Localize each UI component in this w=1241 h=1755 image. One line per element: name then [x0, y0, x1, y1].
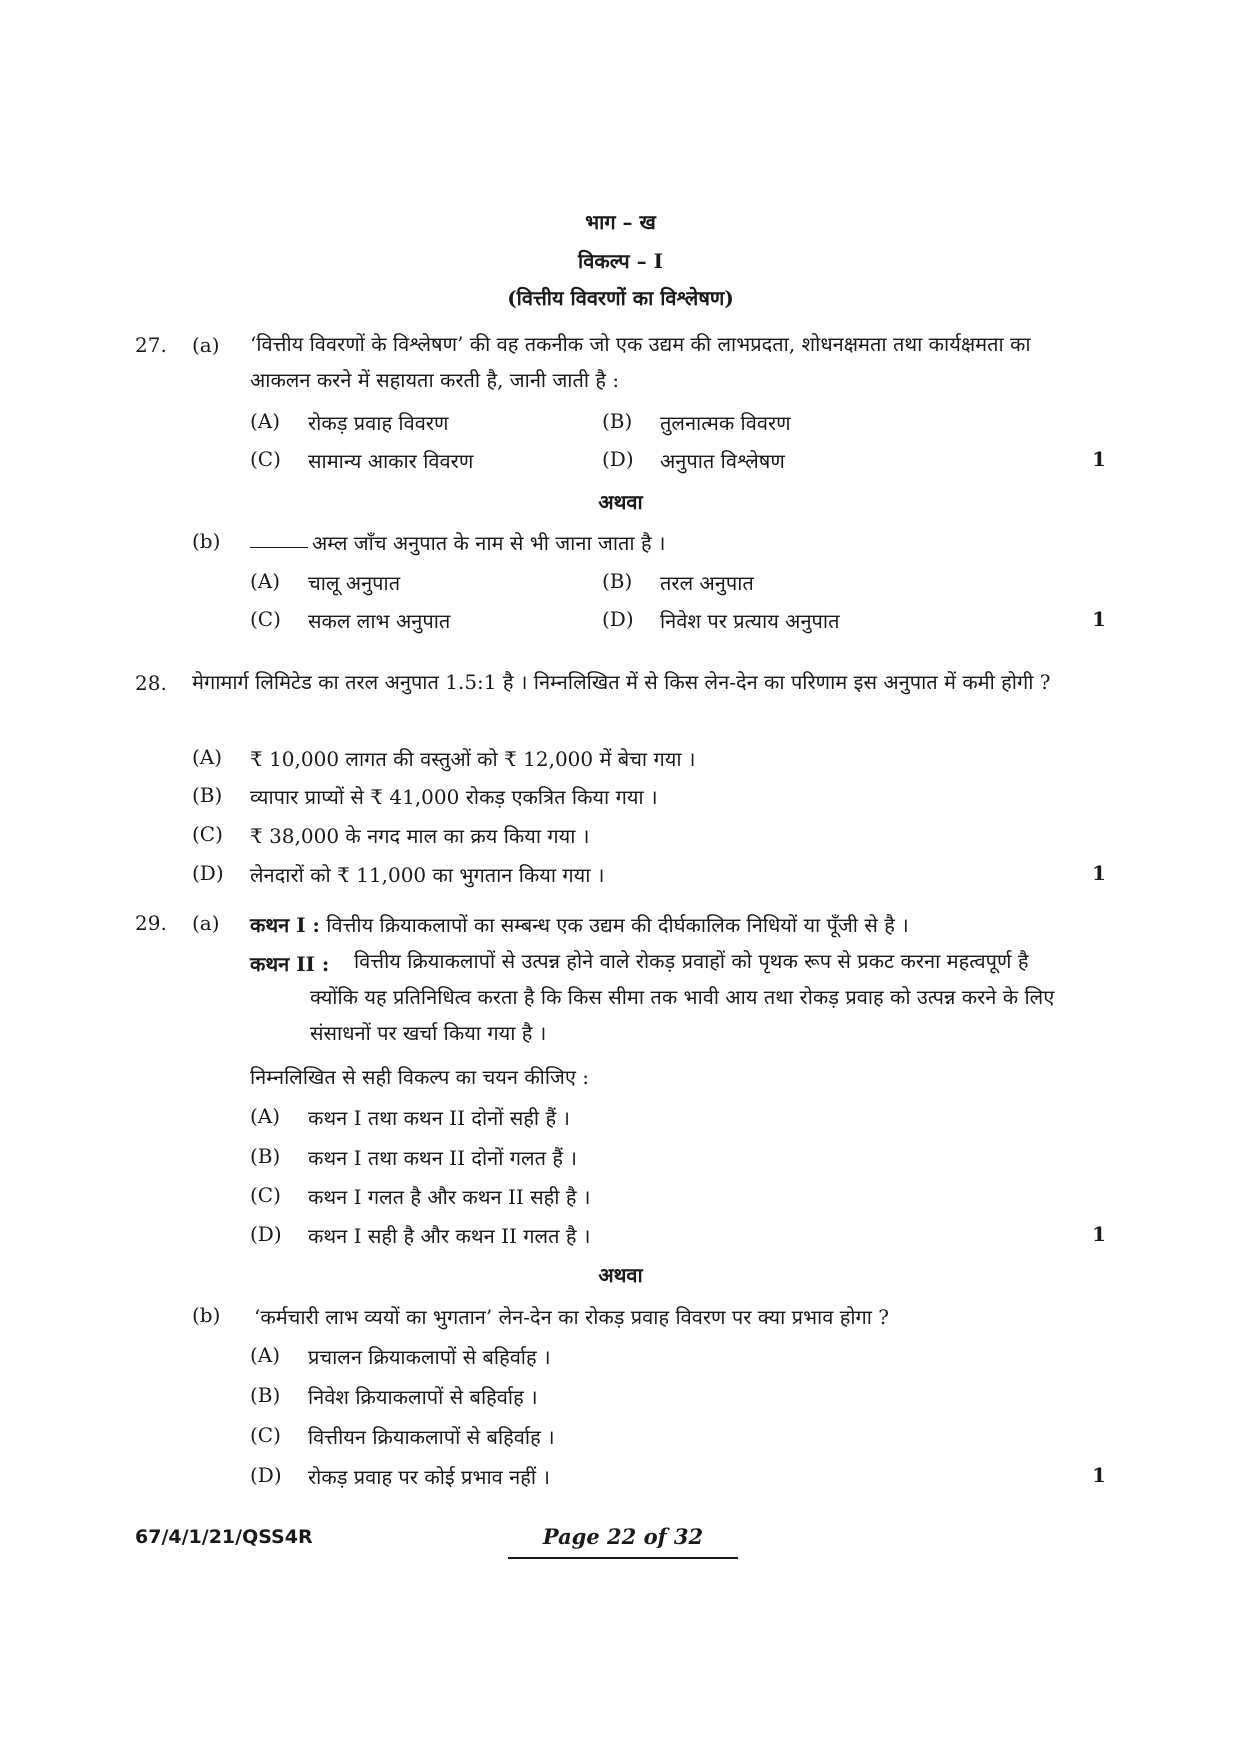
question-29a-label: (a) — [192, 911, 220, 935]
q29a-option-a-label: (A) — [250, 1104, 281, 1128]
q29a-prompt: निम्नलिखित से सही विकल्प का चयन कीजिए : — [250, 1065, 590, 1089]
section-subject-heading: (वित्तीय विवरणों का विश्लेषण) — [507, 286, 734, 310]
question-29b-label: (b) — [192, 1303, 221, 1327]
section-option-heading: विकल्प – I — [578, 249, 663, 273]
q29a-option-b-label: (B) — [250, 1144, 281, 1168]
q27b-option-a-label: (A) — [250, 569, 281, 593]
q27a-marks: 1 — [1092, 447, 1106, 471]
q27b-option-d-label: (D) — [602, 607, 634, 631]
q27a-option-b-text: तुलनात्मक विवरण — [660, 411, 791, 435]
q27a-option-a-text: रोकड़ प्रवाह विवरण — [308, 411, 449, 435]
question-28-text: मेगामार्ग लिमिटेड का तरल अनुपात 1.5:1 है । निम्नलिखित में से किस लेन-देन का परिणाम इस अनुपात में कमी होगी ? — [192, 670, 1051, 694]
q29b-option-d-label: (D) — [250, 1463, 282, 1487]
q28-option-d-label: (D) — [192, 861, 224, 885]
fill-in-blank — [250, 547, 308, 548]
q27a-option-a-label: (A) — [250, 409, 281, 433]
q27b-marks: 1 — [1092, 607, 1106, 631]
q27a-option-c-text: सामान्य आकार विवरण — [308, 449, 474, 473]
statement-1-label: कथन I : — [250, 913, 320, 937]
q29b-option-b-label: (B) — [250, 1383, 281, 1407]
page-number: Page 22 of 32 — [508, 1524, 738, 1559]
question-27-number: 27. — [135, 333, 167, 357]
q29b-option-c-label: (C) — [250, 1423, 281, 1447]
q29a-marks: 1 — [1092, 1222, 1106, 1246]
q28-option-d-text: लेनदारों को ₹ 11,000 का भुगतान किया गया । — [250, 863, 605, 887]
q27a-option-d-text: अनुपात विश्लेषण — [660, 449, 785, 473]
q29b-option-b-text: निवेश क्रियाकलापों से बहिर्वाह । — [308, 1385, 538, 1409]
statement-2-text — [250, 943, 1060, 1051]
q27b-option-c-label: (C) — [250, 607, 281, 631]
statement-1-text: वित्तीय क्रियाकलापों का सम्बन्ध एक उद्यम की दीर्घकालिक निधियों या पूँजी से है । — [326, 913, 909, 937]
q27b-option-c-text: सकल लाभ अनुपात — [308, 609, 451, 633]
q27a-option-d-label: (D) — [602, 447, 634, 471]
question-27a-label: (a) — [192, 333, 220, 357]
q29a-option-d-label: (D) — [250, 1222, 282, 1246]
q28-marks: 1 — [1092, 861, 1106, 885]
question-29b-text: ‘कर्मचारी लाभ व्ययों का भुगतान’ लेन-देन का रोकड़ प्रवाह विवरण पर क्या प्रभाव होगा ? — [254, 1305, 890, 1329]
question-27b-text-body: अम्ल जाँच अनुपात के नाम से भी जाना जाता है । — [312, 531, 666, 555]
statement-2-text-body: वित्तीय क्रियाकलापों से उत्पन्न होने वाले रोकड़ प्रवाहों को पृथक रूप से प्रकट करना महत्वपूर्ण है क्योंकि यह प्रतिनिधित्व करता है कि किस सीमा तक भावी आय तथा रोकड़ प्रवाह को उत्पन्न करने के लिए संसाधनों पर खर्चा किया गया है । — [310, 949, 1055, 1045]
q27b-option-b-label: (B) — [602, 569, 633, 593]
q29b-option-a-text: प्रचालन क्रियाकलापों से बहिर्वाह । — [308, 1345, 551, 1369]
q29a-option-c-label: (C) — [250, 1183, 281, 1207]
statement-2-label: कथन II : — [250, 952, 330, 976]
q27-or-separator: अथवा — [598, 490, 643, 514]
q27b-option-a-text: चालू अनुपात — [308, 571, 401, 595]
q27a-option-b-label: (B) — [602, 409, 633, 433]
q28-option-a-text: ₹ 10,000 लागत की वस्तुओं को ₹ 12,000 में बेचा गया । — [250, 747, 696, 771]
section-part-heading: भाग – ख — [585, 210, 656, 234]
q29a-option-d-text: कथन I सही है और कथन II गलत है । — [308, 1224, 591, 1248]
question-29-number: 29. — [135, 911, 167, 935]
q28-option-b-text: व्यापार प्राप्यों से ₹ 41,000 रोकड़ एकत्रित किया गया । — [250, 785, 658, 809]
q29a-option-c-text: कथन I गलत है और कथन II सही है । — [308, 1185, 591, 1209]
q27b-option-d-text: निवेश पर प्रत्याय अनुपात — [660, 609, 840, 633]
q29b-marks: 1 — [1092, 1463, 1106, 1487]
q28-option-c-label: (C) — [192, 822, 223, 846]
paper-code: 67/4/1/21/QSS4R — [135, 1526, 313, 1548]
q27a-option-c-label: (C) — [250, 447, 281, 471]
statement-1 — [250, 911, 909, 938]
q29b-option-d-text: रोकड़ प्रवाह पर कोई प्रभाव नहीं । — [308, 1465, 550, 1489]
q29a-option-b-text: कथन I तथा कथन II दोनों गलत हैं । — [308, 1146, 577, 1170]
q27b-option-b-text: तरल अनुपात — [660, 571, 754, 595]
q29-or-separator: अथवा — [598, 1263, 643, 1287]
q28-option-c-text: ₹ 38,000 के नगद माल का क्रय किया गया । — [250, 824, 590, 848]
question-27b-label: (b) — [192, 529, 221, 553]
q29a-option-a-text: कथन I तथा कथन II दोनों सही हैं । — [308, 1106, 571, 1130]
q29b-option-a-label: (A) — [250, 1343, 281, 1367]
q29b-option-c-text: वित्तीयन क्रियाकलापों से बहिर्वाह । — [308, 1425, 555, 1449]
question-27a-text: ‘वित्तीय विवरणों के विश्लेषण’ की वह तकनीक जो एक उद्यम की लाभप्रदता, शोधनक्षमता तथा कार्यक्षमता का आकलन करने में सहायता करती है, जानी जाती है : — [250, 332, 1031, 392]
question-28-number: 28. — [135, 671, 167, 695]
q28-option-a-label: (A) — [192, 745, 223, 769]
q28-option-b-label: (B) — [192, 783, 223, 807]
question-27b-text — [250, 529, 666, 556]
